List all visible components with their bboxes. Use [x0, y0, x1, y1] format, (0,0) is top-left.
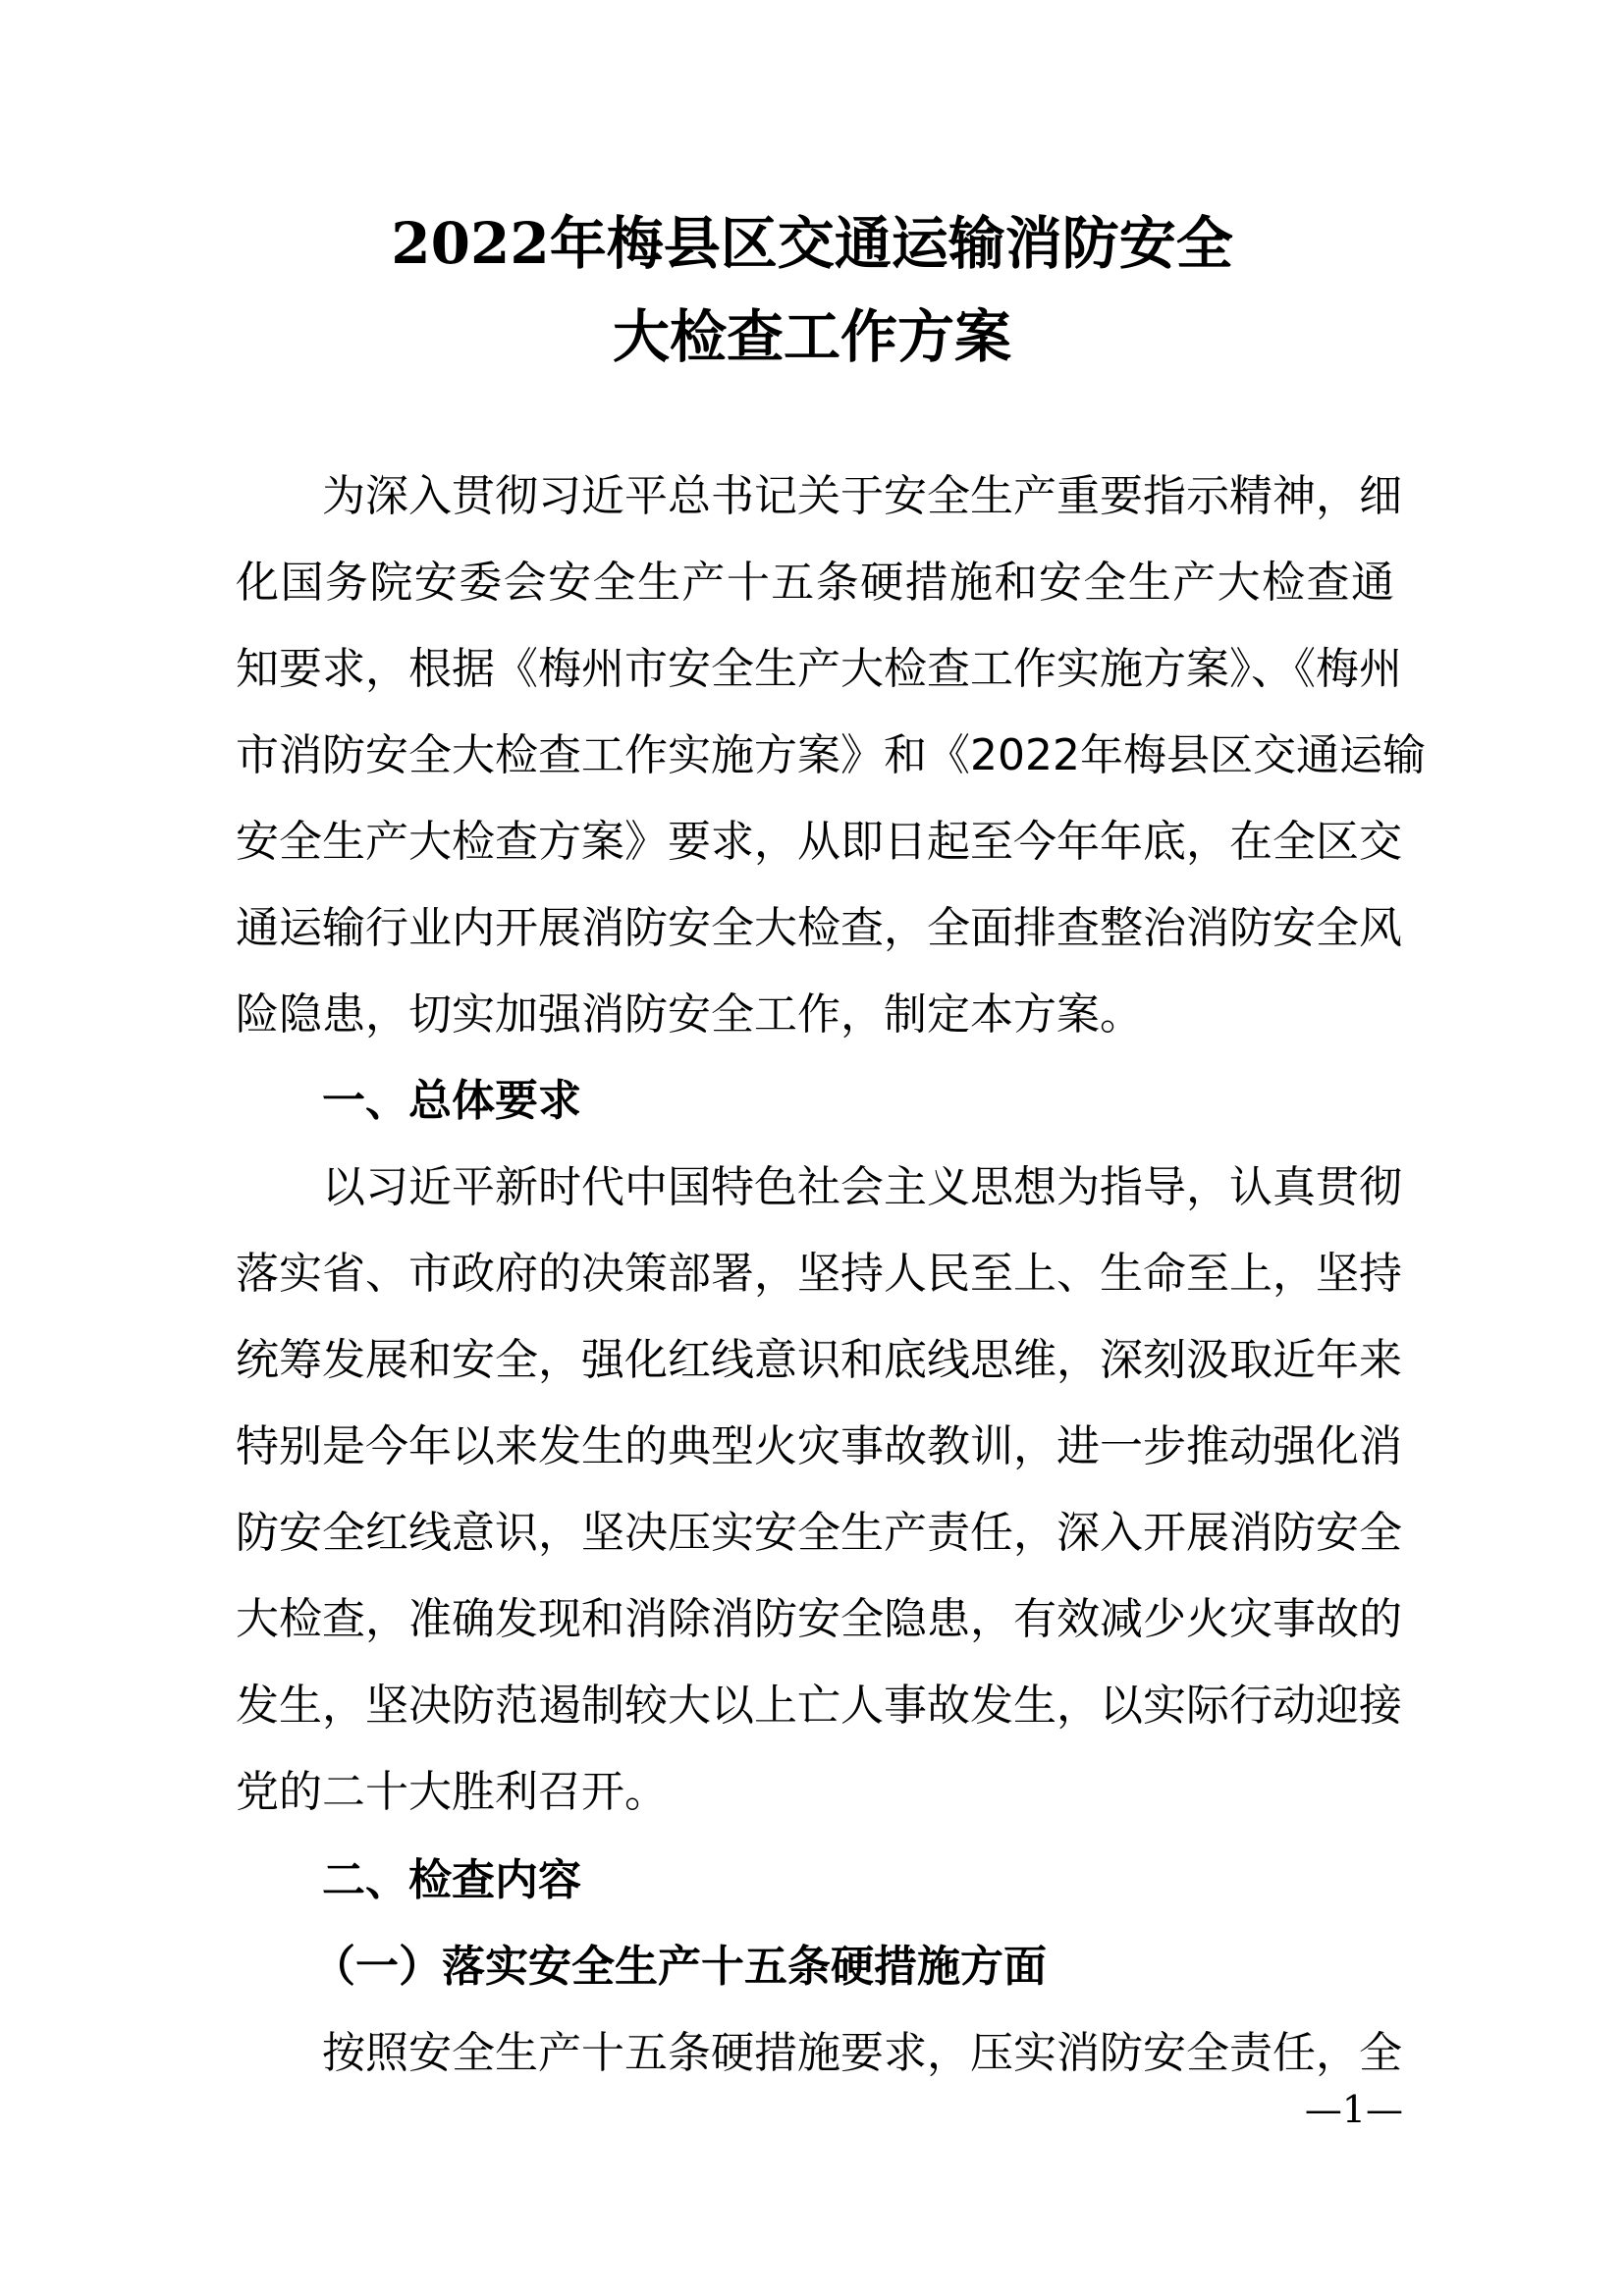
section-heading-inspection-content: 二、检查内容: [322, 1855, 581, 1905]
section1-line: 防安全红线意识，坚决压实安全生产责任，深入开展消防安全: [236, 1508, 1402, 1558]
section1-line: 落实省、市政府的决策部署，坚持人民至上、生命至上，坚持: [236, 1249, 1402, 1299]
intro-line: 安全生产大检查方案》要求，从即日起至今年年底，在全区交: [236, 817, 1402, 867]
subsection-heading-fifteen-measures: （一）落实安全生产十五条硬措施方面: [312, 1942, 1047, 1992]
intro-line: 化国务院安委会安全生产十五条硬措施和安全生产大检查通: [236, 558, 1394, 608]
intro-line: 市消防安全大检查工作实施方案》和《2022年梅县区交通运输: [236, 730, 1426, 780]
section-heading-overall-requirements: 一、总体要求: [322, 1076, 581, 1126]
section1-line: 以习近平新时代中国特色社会主义思想为指导，认真贯彻: [322, 1162, 1402, 1212]
subsection1-line: 按照安全生产十五条硬措施要求，压实消防安全责任，全: [322, 2028, 1402, 2078]
document-title-line-2: 大检查工作方案: [612, 303, 1011, 370]
intro-line: 险隐患，切实加强消防安全工作，制定本方案。: [236, 989, 1143, 1040]
section1-line: 发生，坚决防范遏制较大以上亡人事故发生，以实际行动迎接: [236, 1681, 1402, 1731]
document-title-line-1: 2022年梅县区交通运输消防安全: [391, 210, 1233, 277]
section1-line: 统筹发展和安全，强化红线意识和底线思维，深刻汲取近年来: [236, 1335, 1402, 1385]
section1-line: 大检查，准确发现和消除消防安全隐患，有效减少火灾事故的: [236, 1594, 1402, 1644]
intro-line: 通运输行业内开展消防安全大检查，全面排查整治消防安全风: [236, 903, 1402, 953]
section1-line: 党的二十大胜利召开。: [236, 1767, 668, 1817]
intro-line: 知要求，根据《梅州市安全生产大检查工作实施方案》、《梅州: [236, 644, 1402, 694]
intro-line: 为深入贯彻习近平总书记关于安全生产重要指示精神，细: [322, 471, 1402, 521]
section1-line: 特别是今年以来发生的典型火灾事故教训，进一步推动强化消: [236, 1421, 1402, 1471]
page-number: —1—: [1304, 2088, 1403, 2131]
